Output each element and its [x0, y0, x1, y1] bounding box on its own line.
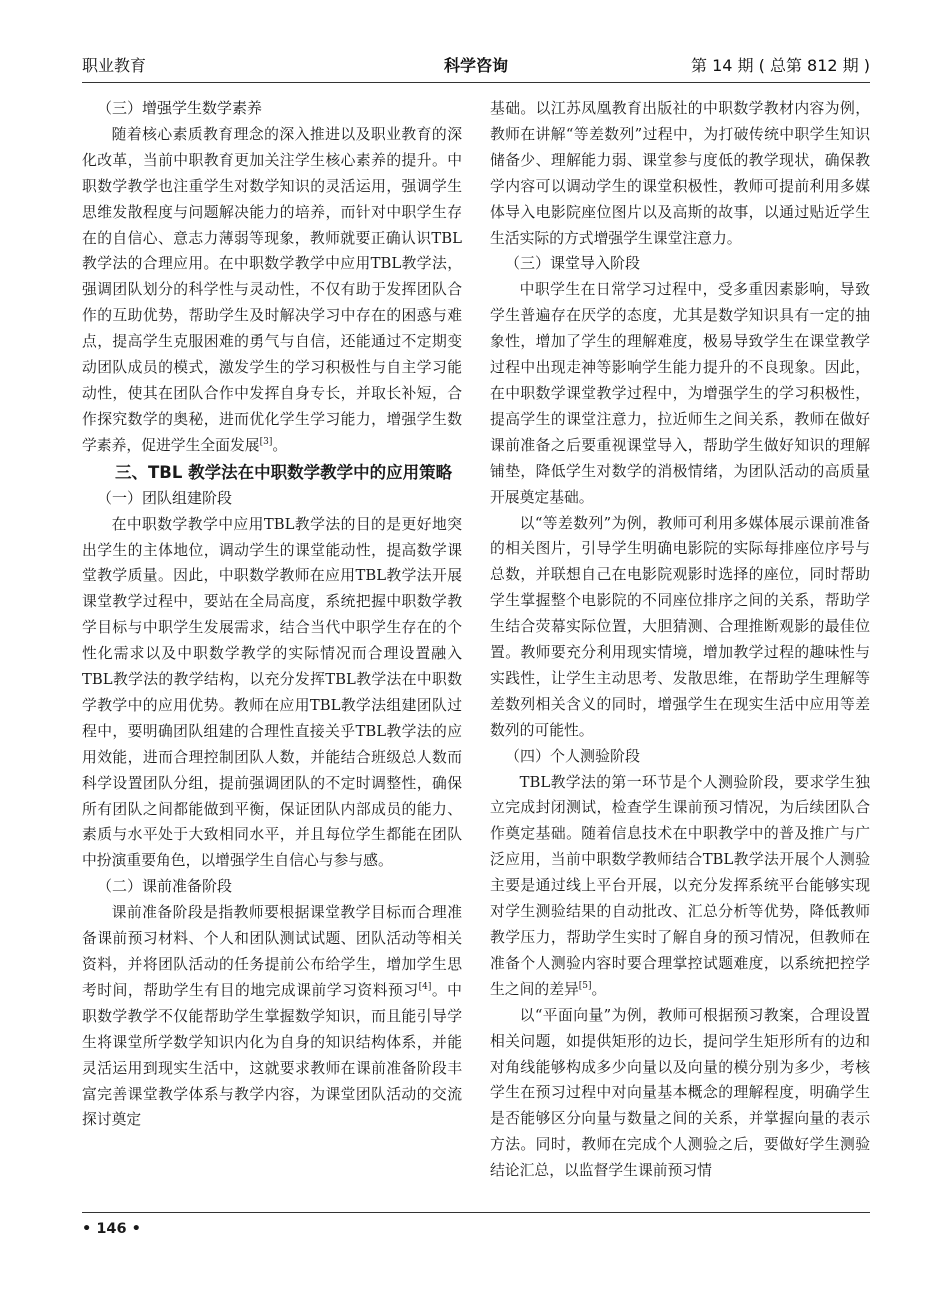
- header-journal-title: 科学咨询: [443, 56, 508, 75]
- footer-divider: [82, 1212, 870, 1213]
- left-column: [82, 96, 462, 1133]
- header-issue-number: 第 14 期 ( 总第 812 期 ): [691, 56, 870, 75]
- paragraph: 课前准备阶段是指教师要根据课堂教学目标而合理准备课前预习材料、个人和团队测试试题、团队活动等相关资料，并将团队活动的任务提前公布给学生，增加学生思考时间，帮助学生有目的地完成课前学习资料预习[4]。中职数学教学不仅能帮助学生掌握数学知识，而且能引导学生将课堂所学数学知识内化为自身的知识结构体系，并能灵活运用到现实生活中，这就要求教师在课前准备阶段丰富完善课堂教学体系与教学内容，为课堂团队活动的交流探讨奠定: [82, 904, 462, 1129]
- section-heading: 三、TBL 教学法在中职数学教学中的应用策略: [115, 462, 453, 482]
- citation-ref: [3]: [259, 436, 273, 447]
- paragraph: 以“等差数列”为例，教师可利用多媒体展示课前准备的相关图片，引导学生明确电影院的实际每排座位序号与总数，并联想自己在电影院观影时选择的座位，同时帮助学生掌握整个电影院的不同座位排序之间的关系，帮助学生结合荧幕实际位置，大胆猜测、合理推断观影的最佳位置。教师要充分利用现实情境，增加教学过程的趣味性与实践性，让学生主动思考、发散思维，在帮助学生理解等差数列相关含义的同时，增强学生在现实生活中应用等差数列的可能性。: [490, 514, 870, 739]
- paragraph: 在中职数学教学中应用TBL教学法的目的是更好地突出学生的主体地位，调动学生的课堂能动性，提高数学课堂教学质量。因此，中职数学教师在应用TBL教学法开展课堂教学过程中，要站在全局高度，系统把握中职数学教学目标与中职学生发展需求，结合当代中职学生存在的个性化需求以及中职数学教学的实际情况而合理设置融入TBL教学法的教学结构，以充分发挥TBL教学法在中职数学教学中的应用优势。教师在应用TBL教学法组建团队过程中，要明确团队组建的合理性直接关乎TBL教学法的应用效能，进而合理控制团队人数，并能结合班级总人数而科学设置团队分组，提前强调团队的不定时调整性，确保所有团队之间都能做到平衡，保证团队内部成员的能力、素质与水平处于大致相同水平，并且每位学生都能在团队中扮演重要角色，以增强学生自信心与参与感。: [82, 515, 462, 870]
- paragraph: TBL教学法的第一环节是个人测验阶段，要求学生独立完成封闭测试，检查学生课前预习情况，为后续团队合作奠定基础。随着信息技术在中职教学中的普及推广与广泛应用，当前中职数学教师结合TBL教学法开展个人测验主要是通过线上平台开展，以充分发挥系统平台能够实现对学生测验结果的自动批改、汇总分析等优势，降低教师教学压力，帮助学生实时了解自身的预习情况，但教师在准备个人测验内容时要合理掌控试题难度，以系统把控学生之间的差异[5]。: [490, 773, 870, 998]
- subsection-heading: （一）团队组建阶段: [97, 488, 233, 507]
- paragraph: 随着核心素质教育理念的深入推进以及职业教育的深化改革，当前中职教育更加关注学生核心素养的提升。中职数学教学也注重学生对数学知识的灵活运用，强调学生思维发散程度与问题解决能力的培养，而针对中职学生存在的自信心、意志力薄弱等现象，教师就要正确认识TBL教学法的合理应用。在中职数学教学中应用TBL教学法，强调团队划分的科学性与灵动性，不仅有助于发挥团队合作的互助优势，帮助学生及时解决学习中存在的困惑与难点，提高学生克服困难的勇气与自信，还能通过不定期变动团队成员的模式，激发学生的学习积极性与自主学习能动性，使其在团队合作中发挥自身专长，并取长补短，合作探究数学的奥秘，进而优化学生学习能力，增强学生数学素养，促进学生全面发展[3]。: [82, 125, 462, 454]
- citation-ref: [5]: [578, 980, 592, 991]
- running-header: [82, 52, 870, 80]
- paragraph: 中职学生在日常学习过程中，受多重因素影响，导致学生普遍存在厌学的态度，尤其是数学知识具有一定的抽象性，增加了学生的理解难度，极易导致学生在课堂教学过程中出现走神等影响学生能力提升的不良现象。因此，在中职数学课堂教学过程中，为增强学生的学习积极性，提高学生的课堂注意力，拉近师生之间关系，教师在做好课前准备之后要重视课堂导入，帮助学生做好知识的理解铺垫，降低学生对数学的消极情绪，为团队活动的高质量开展奠定基础。: [490, 281, 870, 506]
- right-column: [490, 96, 870, 1184]
- paragraph-continuation: 基础。以江苏凤凰教育出版社的中职数学教材内容为例，教师在讲解“等差数列”过程中，为打破传统中职学生知识储备少、理解能力弱、课堂参与度低的教学现状，确保教学内容可以调动学生的课堂积极性，教师可提前利用多媒体导入电影院座位图片以及高斯的故事，以通过贴近学生生活实际的方式增强学生课堂注意力。: [490, 100, 870, 247]
- header-divider: [82, 82, 870, 83]
- paragraph: 以“平面向量”为例，教师可根据预习教案，合理设置相关问题，如提供矩形的边长，提问学生矩形所有的边和对角线能够构成多少向量以及向量的模分别为多少，考核学生在预习过程中对向量基本概念的理解程度，明确学生是否能够区分向量与数量之间的关系，并掌握向量的表示方法。同时，教师在完成个人测验之后，要做好学生测验结论汇总，以监督学生课前预习情: [490, 1006, 870, 1180]
- citation-ref: [4]: [418, 981, 432, 992]
- subsection-heading: （三）增强学生数学素养: [97, 99, 263, 117]
- header-section-label: 职业教育: [82, 56, 147, 75]
- page-number: • 146 •: [82, 1221, 141, 1237]
- subsection-heading: （二）课前准备阶段: [97, 877, 233, 896]
- subsection-heading: （三）课堂导入阶段: [505, 254, 641, 273]
- subsection-heading: （四）个人测验阶段: [505, 746, 641, 765]
